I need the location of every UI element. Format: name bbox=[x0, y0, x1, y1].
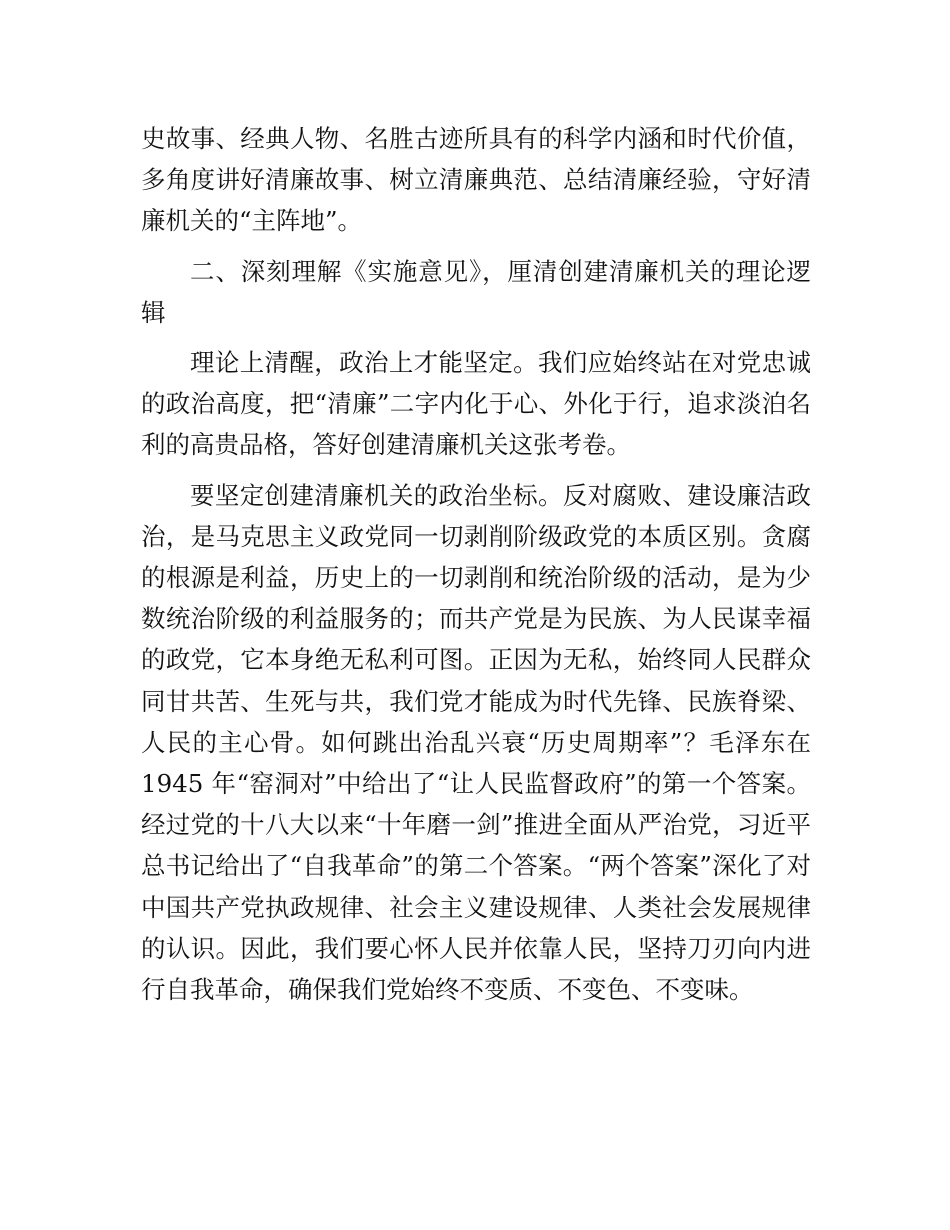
document-body bbox=[141, 118, 811, 1019]
paragraph: 理论上清醒，政治上才能坚定。我们应始终站在对党忠诚的政治高度，把“清廉”二字内化于心、外化于行，追求淡泊名利的高贵品格，答好创建清廉机关这张考卷。 bbox=[141, 348, 811, 460]
paragraph: 要坚定创建清廉机关的政治坐标。反对腐败、建设廉洁政治，是马克思主义政党同一切剥削阶级政党的本质区别。贪腐的根源是利益，历史上的一切剥削和统治阶级的活动，是为少数统治阶级的利益服务的；而共产党是为民族、为人民谋幸福的政党，它本身绝无私利可图。正因为无私，始终同人民群众同甘共苦、生死与共，我们党才能成为时代先锋、民族脊梁、人民的主心骨。如何跳出治乱兴衰“历史周期率”？毛泽东在 1945 年“窑洞对”中给出了“让人民监督政府”的第一个答案。经过党的十八大以来“十年磨一剑”推进全面从严治党，习近平总书记给出了“自我革命”的第二个答案。“两个答案”深化了对中国共产党执政规律、社会主义建设规律、人类社会发展规律的认识。因此，我们要心怀人民并依靠人民，坚持刀刃向内进行自我革命，确保我们党始终不变质、不变色、不变味。 bbox=[141, 480, 811, 1005]
paragraph-continuation: 史故事、经典人物、名胜古迹所具有的科学内涵和时代价值，多角度讲好清廉故事、树立清廉典范、总结清廉经验，守好清廉机关的“主阵地”。 bbox=[141, 124, 811, 236]
section-heading: 二、深刻理解《实施意见》，厘清创建清廉机关的理论逻辑 bbox=[141, 256, 811, 327]
